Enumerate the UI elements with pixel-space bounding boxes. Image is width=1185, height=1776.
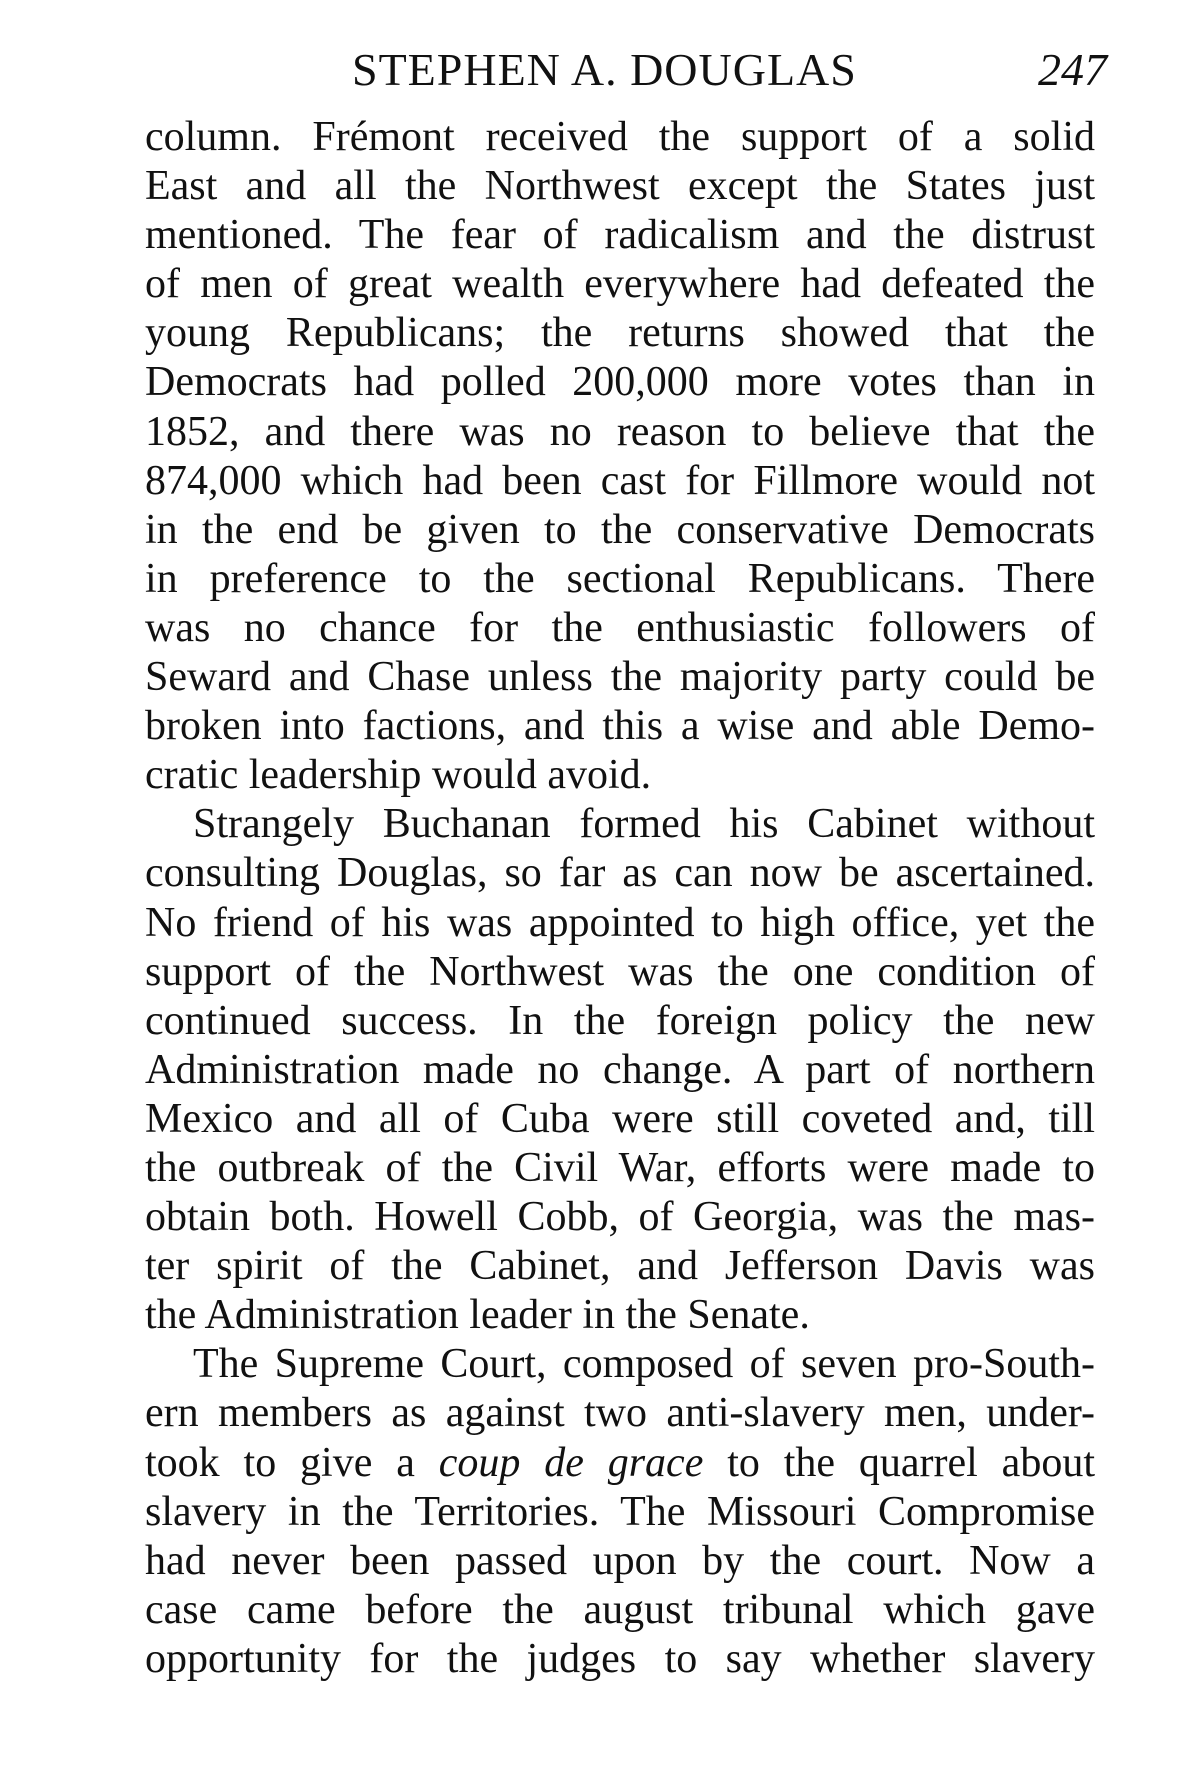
text-line: Administration made no change. A part of northern <box>145 1046 1095 1093</box>
text-line: ter spirit of the Cabinet, and Jefferson Davis was <box>145 1243 1095 1290</box>
text-segment: to the quarrel about <box>727 1439 1095 1486</box>
body-text <box>145 113 1095 1684</box>
text-line: opportunity for the judges to say whether slavery <box>145 1635 1095 1682</box>
paragraph-3 <box>145 1340 1095 1684</box>
text-line: young Republicans; the returns showed that the <box>145 310 1095 357</box>
text-line: No friend of his was appointed to high office, yet the <box>145 899 1095 946</box>
text-line: was no chance for the enthusiastic followers of <box>145 604 1095 651</box>
text-line: ern members as against two anti-slavery men, under- <box>145 1390 1095 1437</box>
text-line: Democrats had polled 200,000 more votes than in <box>145 359 1095 406</box>
text-line: broken into factions, and this a wise and able Demo- <box>145 703 1095 750</box>
text-line: the outbreak of the Civil War, efforts were made to <box>145 1144 1095 1191</box>
text-line: The Supreme Court, composed of seven pro-South- <box>193 1341 1095 1388</box>
text-line: cratic leadership would avoid. <box>145 752 652 799</box>
text-line: Strangely Buchanan formed his Cabinet without <box>193 801 1095 848</box>
text-line: continued success. In the foreign policy the new <box>145 997 1095 1044</box>
text-line: had never been passed upon by the court. Now a <box>145 1537 1095 1584</box>
text-line: 1852, and there was no reason to believe that the <box>145 408 1095 455</box>
text-line: support of the Northwest was the one condition of <box>145 948 1095 995</box>
text-line: of men of great wealth everywhere had defeated the <box>145 261 1095 308</box>
page-number: 247 <box>1038 44 1107 95</box>
text-line: 874,000 which had been cast for Fillmore would not <box>145 457 1095 504</box>
page-header <box>0 40 1185 100</box>
text-line-with-italic <box>145 1439 1095 1488</box>
text-line: case came before the august tribunal which gave <box>145 1586 1095 1633</box>
text-line: slavery in the Territories. The Missouri Compromise <box>145 1488 1095 1535</box>
text-line: mentioned. The fear of radicalism and the distrust <box>145 212 1095 259</box>
paragraph-1 <box>145 113 1095 800</box>
text-line: in the end be given to the conservative Democrats <box>145 506 1095 553</box>
text-line: Seward and Chase unless the majority party could be <box>145 654 1095 701</box>
text-line: the Administration leader in the Senate. <box>145 1292 810 1339</box>
text-line: obtain both. Howell Cobb, of Georgia, was the mas- <box>145 1194 1095 1241</box>
text-line: Mexico and all of Cuba were still coveted and, till <box>145 1095 1095 1142</box>
text-line: consulting Douglas, so far as can now be ascertained. <box>145 850 1095 897</box>
text-line: in preference to the sectional Republicans. There <box>145 555 1095 602</box>
text-line: East and all the Northwest except the States just <box>145 163 1095 210</box>
italic-phrase: coup de grace <box>438 1439 704 1486</box>
text-line: column. Frémont received the support of a solid <box>145 114 1095 160</box>
paragraph-2 <box>145 800 1095 1340</box>
running-head: STEPHEN A. DOUGLAS <box>352 44 857 95</box>
text-segment: took to give a <box>145 1439 415 1486</box>
